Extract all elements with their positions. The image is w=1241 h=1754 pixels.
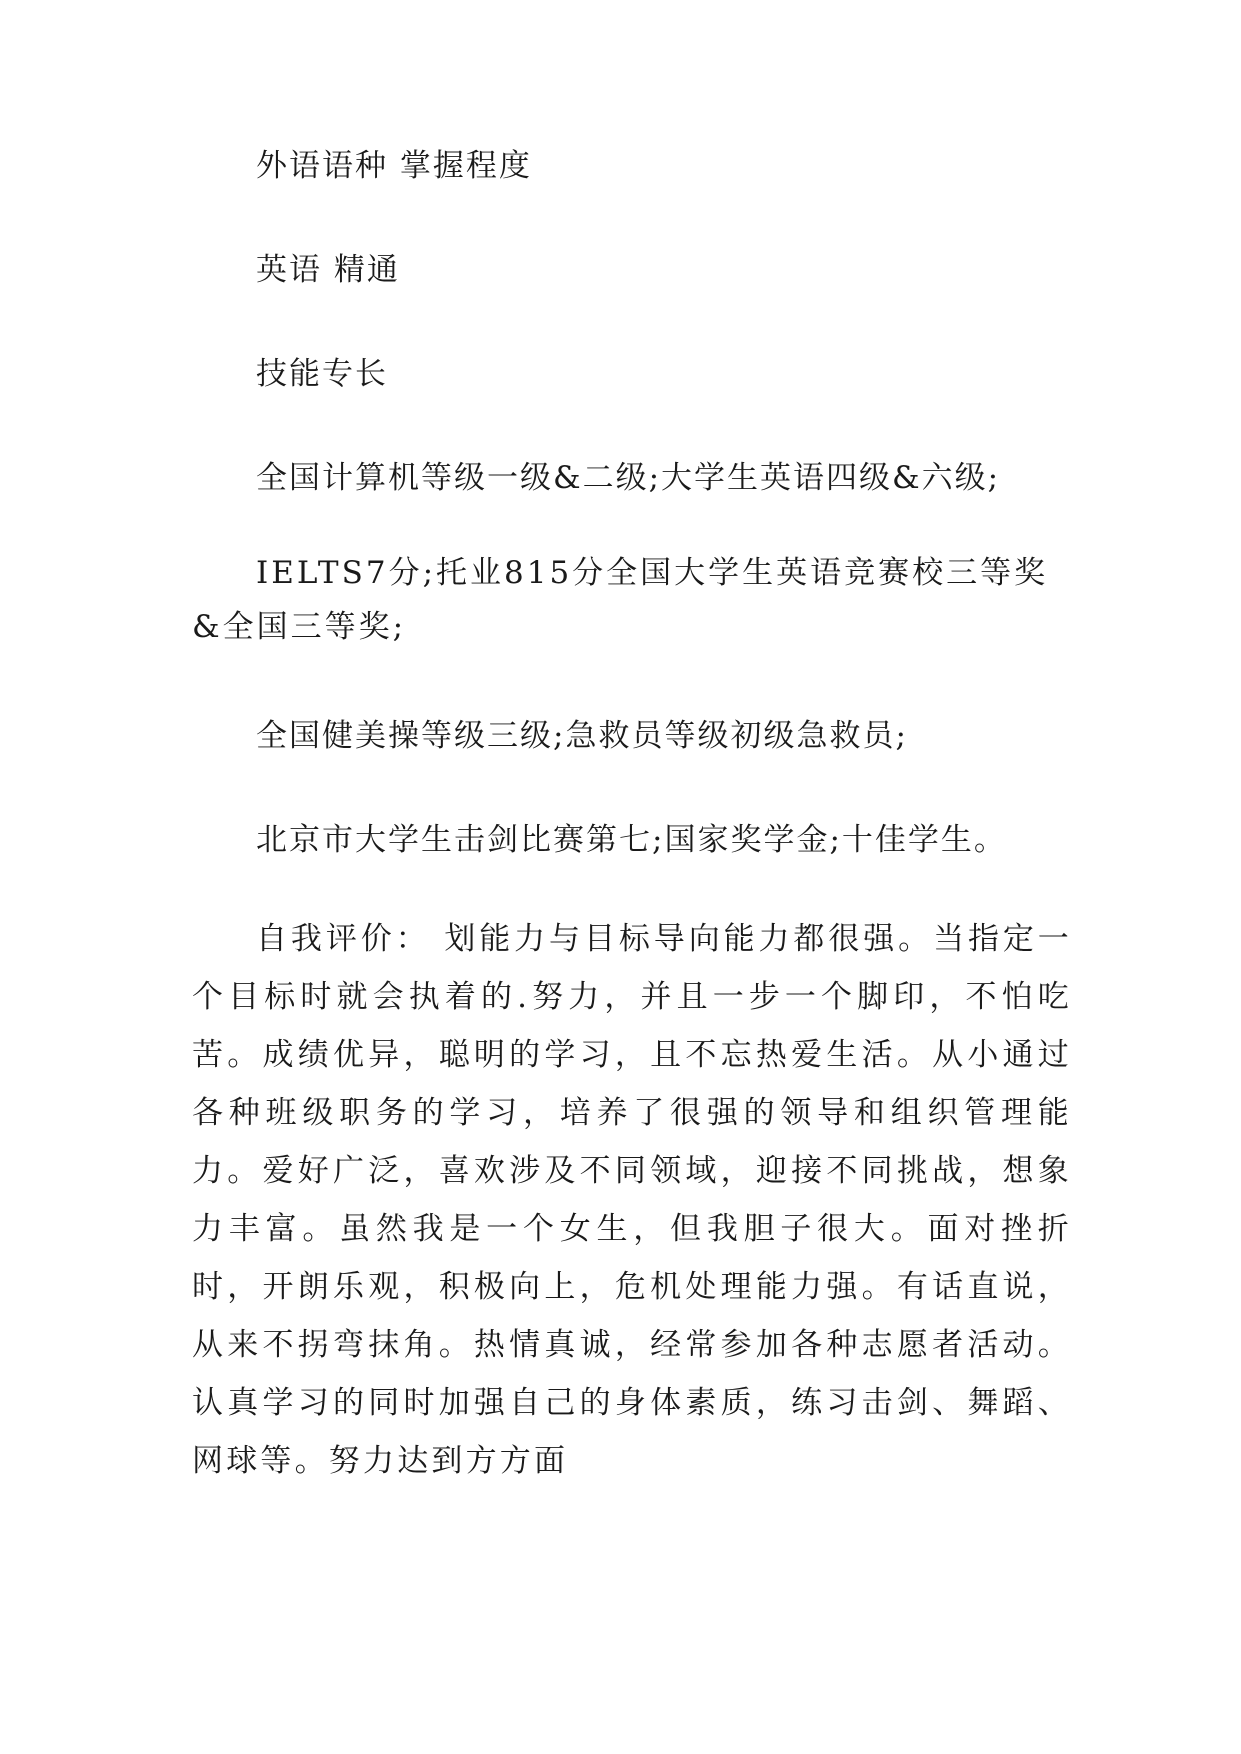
skill-line-aerobics-firstaid: 全国健美操等级三级;急救员等级初级急救员; [256, 718, 908, 754]
skills-heading: 技能专长 [256, 356, 388, 392]
language-row-english: 英语 精通 [256, 252, 400, 288]
skill-line-computer-english: 全国计算机等级一级&二级;大学生英语四级&六级; [256, 460, 1001, 496]
language-table-header: 外语语种 掌握程度 [256, 148, 532, 184]
skill-line-ielts-toeic: IELTS7分;托业815分全国大学生英语竞赛校三等奖&全国三等奖; [192, 555, 1049, 645]
self-evaluation-paragraph: 自我评价： 划能力与目标导向能力都很强。当指定一个目标时就会执着的.努力，并且一步一个脚印，不怕吃苦。成绩优异，聪明的学习，且不忘热爱生活。从小通过各种班级职务的学习，培养了很强的领导和组织管理能力。爱好广泛，喜欢涉及不同领域，迎接不同挑战，想象力丰富。虽然我是一个女生，但我胆子很大。面对挫折时，开朗乐观，积极向上，危机处理能力强。有话直说，从来不拐弯抹角。热情真诚，经常参加各种志愿者活动。认真学习的同时加强自己的身体素质，练习击剑、舞蹈、网球等。努力达到方方面 [192, 921, 1072, 1479]
skill-line-fencing-scholarship: 北京市大学生击剑比赛第七;国家奖学金;十佳学生。 [256, 822, 1007, 858]
